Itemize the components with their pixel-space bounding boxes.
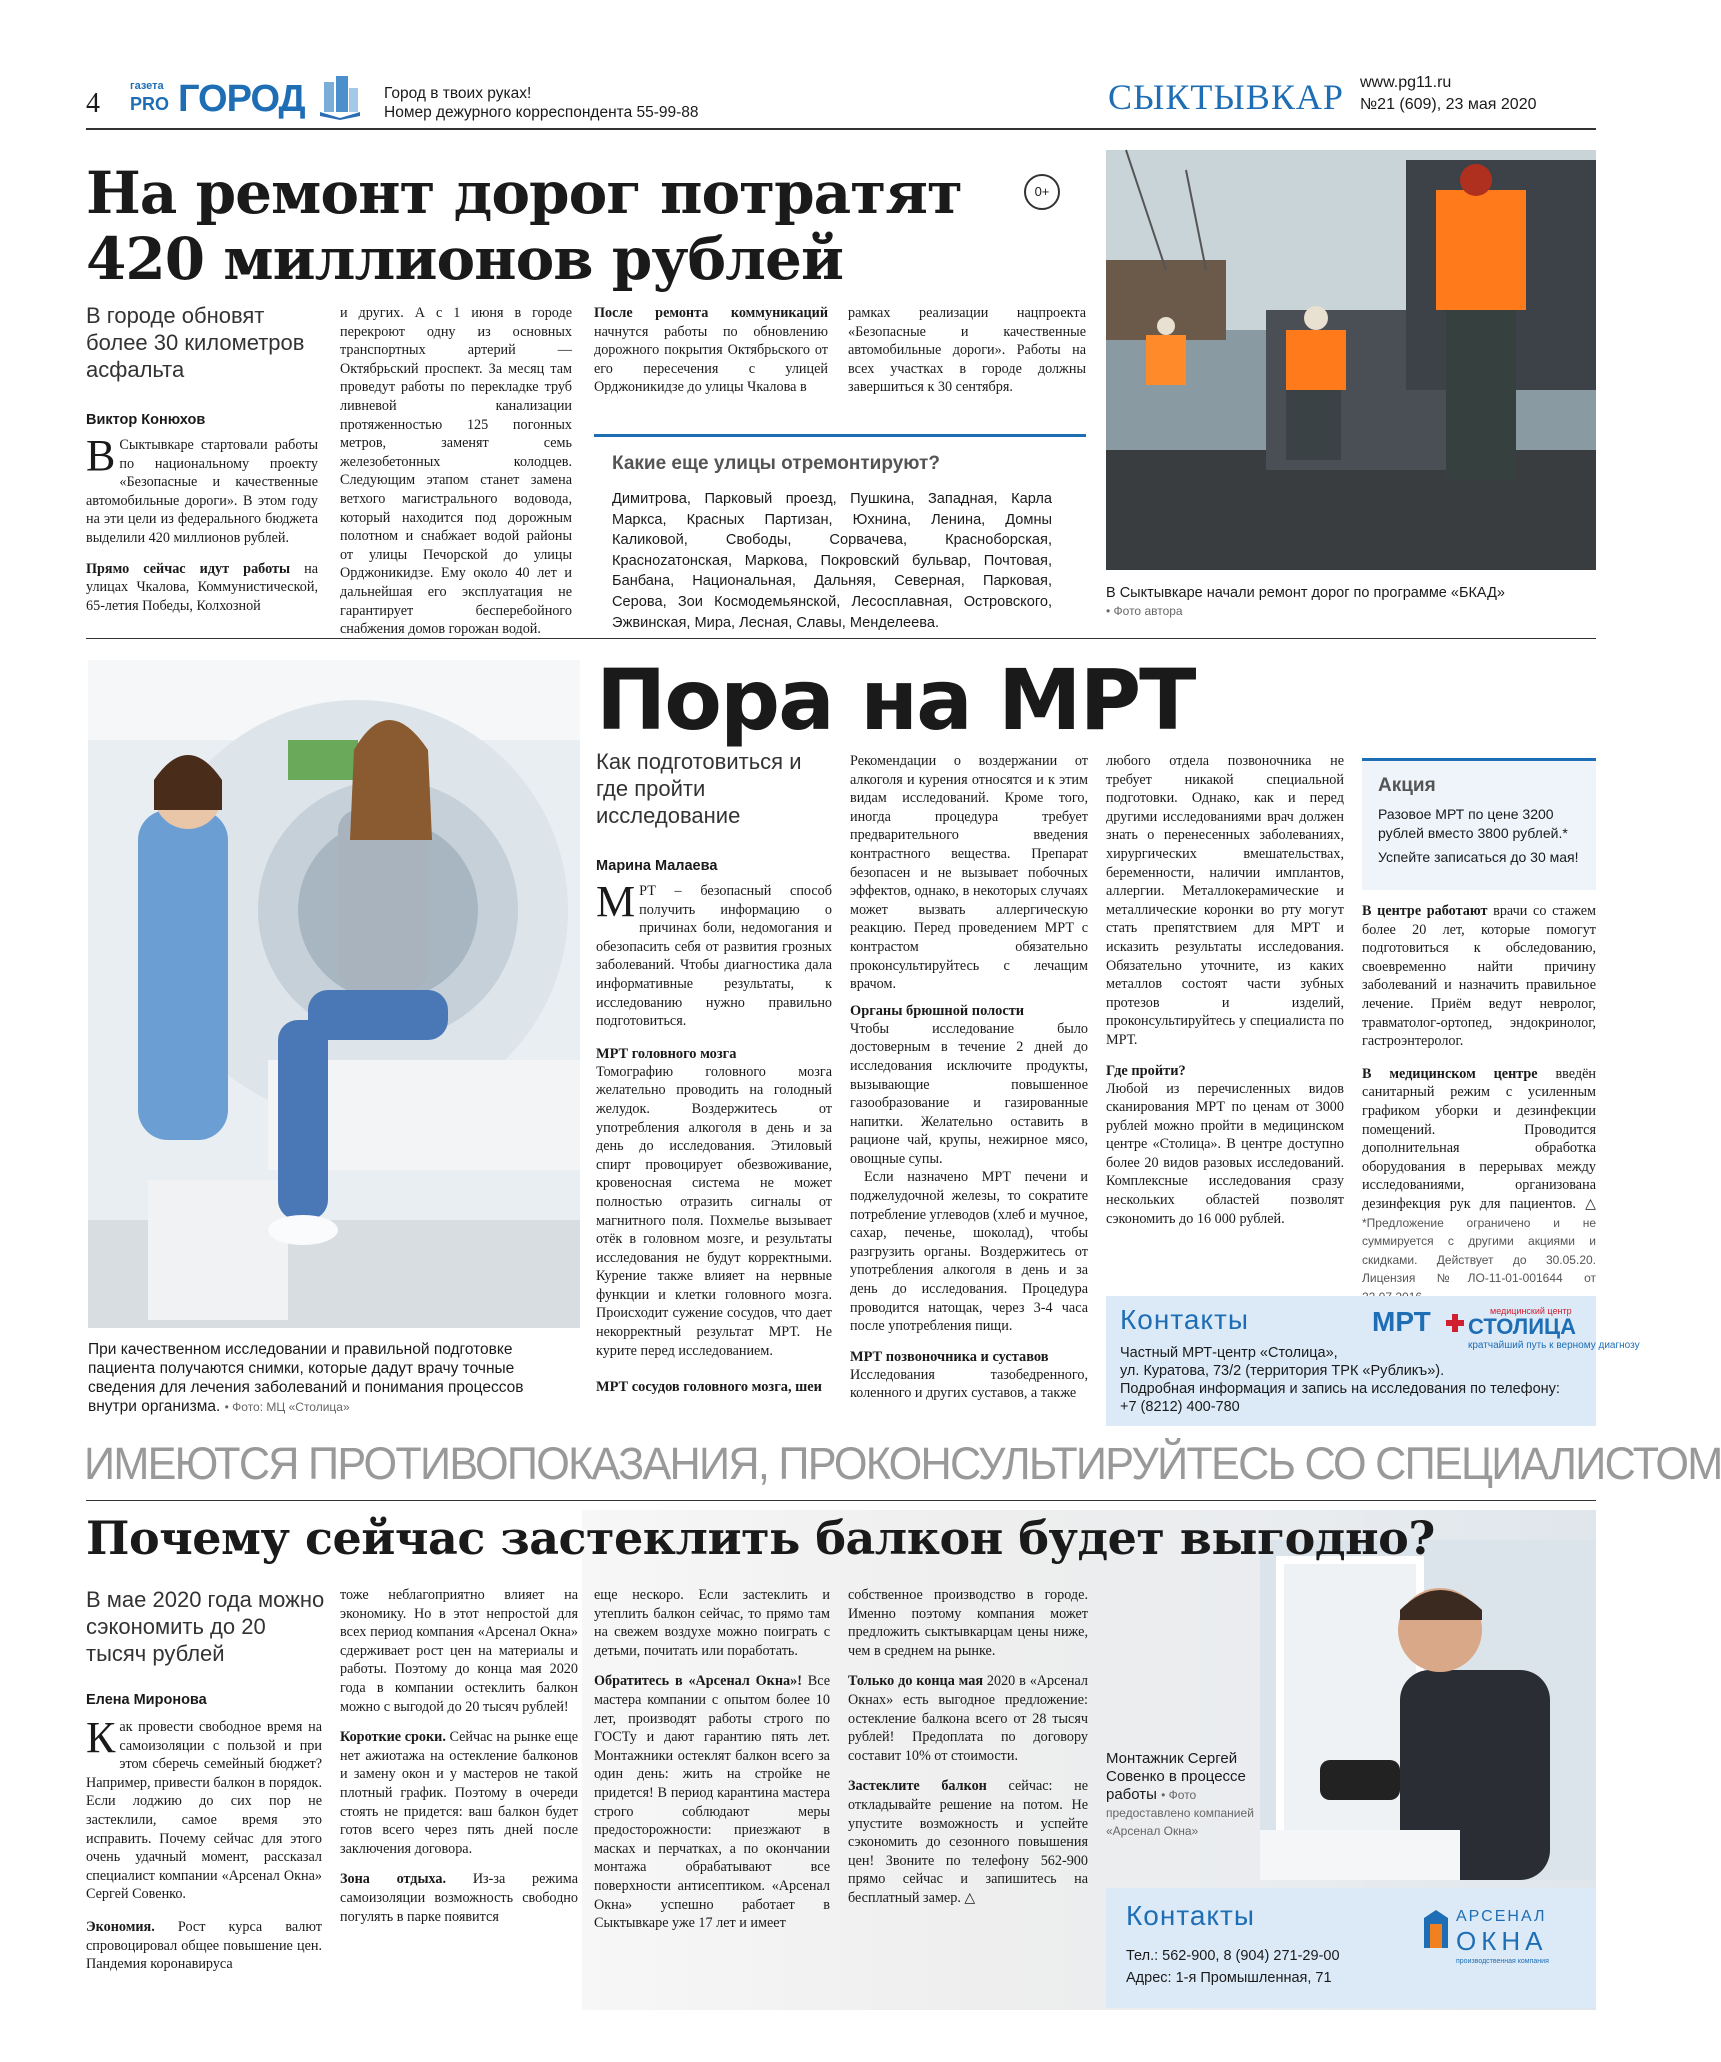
site-url[interactable]: www.pg11.ru xyxy=(1360,74,1452,91)
stolitsa-logo: МРТ медицинский центр СТОЛИЦА кратчайший путь к верному диагнозу xyxy=(1372,1306,1640,1351)
logo: газета PRO ГОРОД xyxy=(130,78,305,120)
masthead xyxy=(0,0,1680,140)
road-works-photo xyxy=(1106,150,1596,570)
mri-photo xyxy=(88,660,580,1328)
streets-box-text: Димитрова, Парковый проезд, Пушкина, Западная, Карла Маркса, Красных Партизан, Юхнина, Ленина, Домны Каликовой, Свободы, Сорвачева, Красноборская, Красноzатонская, Маркова, Покровский бульвар, Почтовая, Банбана, Национальная, Дальняя, Северная, Парковая, Серова, Зои Космодемьянской, Лесосплавная, Островского, Эжвинская, Мира, Лесная, Славы, Менделеева. xyxy=(612,491,1052,631)
installer-photo xyxy=(1260,1540,1596,1880)
mri-lede: Как подготовиться и где пройти исследование xyxy=(596,749,802,828)
contraindications-warning: ИМЕЮТСЯ ПРОТИВОПОКАЗАНИЯ, ПРОКОНСУЛЬТИРУЙТЕСЬ СО СПЕЦИАЛИСТОМ xyxy=(84,1438,1721,1489)
mri-col1: МРТ – безопасный способ получить информацию о причинах боли, недомогания и обезопасить себя от развития грозных заболеваний. Чтобы диагностика дала информативные результаты, к исследованию нужно правильно подготовиться. МРТ головного мозга Томографию головного мозга желательно проводить на голодный желудок. Воздержитесь от употребления алкоголя в день и за день до исследования. Этиловый спирт провоцирует обезвоживание, кровеносная система не может полностью отразить сигналы от магнитного поля. Похмелье вызывает отёк в головном мозге, и результаты исследования не будут корректными. Курение также влияет на нервные функции и клетки головного мозга. Происходит сужение сосудов, что дает некорректный результат МРТ. Не курите перед исследованием. МРТ сосудов головного мозга, шеи xyxy=(596,877,832,1396)
promo-box xyxy=(1362,758,1596,890)
arsenal-logo-icon xyxy=(1422,1908,1450,1952)
header-rule xyxy=(86,128,1596,130)
age-rating-badge: 0+ xyxy=(1024,174,1060,210)
roads-col1: В Сыктывкаре стартовали работы по национальному проекту «Безопасные и качественные автомобильные дороги». В этом году на эти цели из федерального бюджета выделили 420 миллионов рублей. Прямо сейчас идут работы на улицах Чкалова, Коммунистической, 65-летия Победы, Колхозной xyxy=(86,431,319,614)
balcony-contacts-phone[interactable]: Тел.: 562-900, 8 (904) 271-29-00 xyxy=(1126,1948,1340,1964)
arsenal-okna-logo: АРСЕНАЛ ОКНА производственная компания xyxy=(1422,1902,1592,1998)
installer-photo-caption: Монтажник Сергей Совенко в процессе работы • Фото предоставлено компанией «Арсенал Окна» xyxy=(1106,1750,1254,1838)
promo-deadline: Успейте записаться до 30 мая! xyxy=(1378,849,1579,865)
balcony-contacts-address: Адрес: 1-я Промышленная, 71 xyxy=(1126,1970,1332,1986)
roads-lede: В городе обновят более 30 километров асфальта xyxy=(86,303,305,382)
balcony-lede: В мае 2020 года можно сэкономить до 20 тысяч рублей xyxy=(86,1587,325,1666)
roads-col2: и других. А с 1 июня в городе перекроют одну из основных транспортных артерий — Октябрьский проспект. За месяц там проведут работы по перекладке труб ливневой канализации протяженностью 125 погонных метров, заменят семь железобетонных колодцев. Следующим этапом станет замена ветхого магистрального водовода, который находится под дорожным полотном и снабжает водой районы от улицы Печорской до улицы Орджоникидзе. Ему около 40 лет и дальнейшая его эксплуатация не гарантирует бесперебойного снабжения домов горожан водой. xyxy=(340,305,572,638)
balcony-author: Елена Миронова xyxy=(86,1692,207,1708)
roads-title: На ремонт дорог потратят 420 миллионов рублей xyxy=(86,159,962,293)
city-name: СЫКТЫВКАР xyxy=(1108,77,1344,117)
roads-author: Виктор Конюхов xyxy=(86,412,206,428)
balcony-col2: тоже неблагоприятно влияет на экономику. Но в этот непростой для всех период компания «Арсенал Окна» сдерживает рост цен на материалы и работы. Поэтому до конца мая 2020 года в компании остеклить балкон можно с выгодой до 20 тысяч рублей! Короткие сроки. Сейчас на рынке еще нет ажиотажа на остекление балконов и замену окон и у мастеров не такой плотный график. Поэтому в очереди стоять не придется: ваш балкон будет готов всего через пять дней после заключения договора. Зона отдыха. Из-за режима самоизоляции возможность свободно погулять в парке появится xyxy=(340,1587,579,1925)
roads-col3: После ремонта коммуникаций начнутся работы по обновлению дорожного покрытия Октябрьского от его пересечения с улицей Орджоникидзе до улицы Чкалова в xyxy=(594,305,828,396)
mri-title: Пора на МРТ xyxy=(596,651,1195,749)
roads-col4: рамках реализации нацпроекта «Безопасные и качественные автомобильные дороги». Работы на всех участках в городе должны завершиться к 30 сентября. xyxy=(848,305,1086,396)
section-rule-1 xyxy=(86,638,1596,639)
promo-text: Разовое МРТ по цене 3200 рублей вместо 3800 рублей.* xyxy=(1378,806,1568,841)
buildings-icon xyxy=(318,72,362,120)
balcony-title: Почему сейчас застеклить балкон будет выгодно? xyxy=(86,1511,1435,1565)
streets-box-title: Какие еще улицы отремонтируют? xyxy=(612,453,940,474)
mri-contacts-title: Контакты xyxy=(1120,1304,1249,1335)
mri-col3: любого отдела позвоночника не требует никакой специальной подготовки. Однако, как и перед другими исследованиями врач должен знать о перенесенных заболеваниях, хирургических вмешательствах, беременности, наличии имплантов, аллергии. Металлокерамические и металлические коронки во рту могут стать препятствием для МРТ и исказить результаты исследования. Обязательно уточните, из каких металлов состоят части зубных протезов и изделий, проконсультируйтесь у специалиста по МРТ. Где пройти? Любой из перечисленных видов сканирования МРТ по ценам от 3000 рублей можно пройти в медицинском центре «Столица». В центре доступно более 20 видов разовых исследований. Комплексные исследования сразу нескольких областей позволят сэкономить до 16 000 рублей. xyxy=(1106,753,1344,1227)
balcony-col4: собственное производство в городе. Именно поэтому компания может предложить сыктывкарцам цены ниже, чем в среднем на рынке. Только до конца мая 2020 в «Арсенал Окнах» есть выгодное предложение: остекление балкона всего от 28 тысяч рублей! Предоплата по договору составит 10% от стоимости. Застеклите балкон сейчас: не откладывайте решение на потом. Не упустите возможность и успейте сэкономить до сезонного повышения цен! Звоните по телефону 562-900 прямо сейчас и запишитесь на бесплатный замер. △ xyxy=(848,1587,1088,1906)
mri-author: Марина Малаева xyxy=(596,858,718,874)
mri-col4: В центре работают врачи со стажем более 20 лет, которые помогут подготовиться к обследованию, своевременно найти причину заболеваний и назначить правильное лечение. Приём ведут невролог, травматолог-ортопед, эндокринолог, гастроэнтеролог. В медицинском центре введён санитарный режим с усиленным графиком уборки и дезинфекции помещений. Проводится дополнительная обработка оборудования в перерывах между исследованиями, организована дезинфекция рук для пациентов. △ *Предложение ограничено и не суммируется с другими акциями и скидками. Действует до 30.05.20. Лицензия №ЛО-11-01-001644 от xyxy=(1362,903,1596,1286)
balcony-col3: еще нескоро. Если застеклить и утеплить балкон сейчас, то прямо там на свежем воздухе можно поиграть с детьми, почитать или поработать. Обратитесь в «Арсенал Окна»! Все мастера компании с опытом более 10 лет, производят работы строго по ГОСТу и дают гарантию пять лет. Монтажники остеклят балкон всего за один день: жить на стройке не придется! В период карантина мастера строго соблюдают меры предосторожности: приезжают в масках и перчатках, а по окончании монтажа обрабатывают все поверхности антисептиком. «Арсенал Окна» успешно работает в Сыктывкаре уже 17 лет и имеет xyxy=(594,1587,830,1932)
mri-photo-caption: При качественном исследовании и правильной подготовке пациента получаются снимки, которые дадут врачу точные сведения для лечения заболеваний и понимания процессов внутри организма. • Фото: МЦ «Столица» xyxy=(88,1341,524,1415)
balcony-contacts-box xyxy=(1106,1888,1596,2008)
promo-title: Акция xyxy=(1378,775,1436,796)
road-photo-caption: В Сыктывкаре начали ремонт дорог по программе «БКАД» • Фото автора xyxy=(1106,585,1505,618)
balcony-contacts-title: Контакты xyxy=(1126,1900,1255,1931)
tagline: Город в твоих руках! Номер дежурного корреспондента 55-99-88 xyxy=(384,85,699,121)
section-rule-2 xyxy=(86,1500,1596,1501)
cross-icon xyxy=(1446,1314,1464,1332)
mri-contacts-box xyxy=(1106,1296,1640,1426)
streets-box xyxy=(594,434,1086,631)
balcony-col1: Как провести свободное время на самоизоляции с пользой и при этом сберечь семейный бюджет? Например, привести балкон в порядок. Если лоджию до сих пор не застеклили, самое время это исправить. Почему сейчас для этого очень удачный момент, рассказал специалист компании «Арсенал Окна» Сергей Совенко. Экономия. Рост курса валют спровоцировал общее повышение цен. Пандемия коронавируса xyxy=(86,1713,322,1973)
page-number: 4 xyxy=(86,88,100,119)
mri-col2: Рекомендации о воздержании от алкоголя и курения относятся и к этим видам исследований. Кроме того, иногда процедура требует предварительного введения контрастного вещества. Препарат безопасен и не вызывает побочных эффектов, однако, в некоторых случаях может вызвать аллергическую реакцию. Перед проведением МРТ с контрастом обязательно проконсультируйтесь с лечащим врачом. Органы брюшной полости Чтобы исследование было достоверным в течение 2 дней до исследования исключите продукты, вызывающие повышенное газообразование и газированные напитки. Желательно оставить в рационе чай, крупы, нежирное мясо, овощные супы. Если назначено МРТ печени и поджелудочной железы, то сократите потребление углеводов (хлеб и мучное, сахар, печенье, шоколад), чтобы разгрузить органы. Воздержитесь от употребления алкоголя в день и за день до исследования. Процедура проводится натощак, через 3-4 часа после употребления пищи. МРТ позвоночника и суставов Исследования тазобедренного, коленного и других суставов, а также xyxy=(850,753,1088,1402)
issue-info: №21 (609), 23 мая 2020 xyxy=(1360,96,1537,113)
mri-contacts-text: Частный МРТ-центр «Столица», ул. Куратова, 73/2 (территория ТРК «Рубликъ»). Подробная информация и запись на исследования по телефону: +7 (8212) 400-780 xyxy=(1120,1345,1560,1415)
